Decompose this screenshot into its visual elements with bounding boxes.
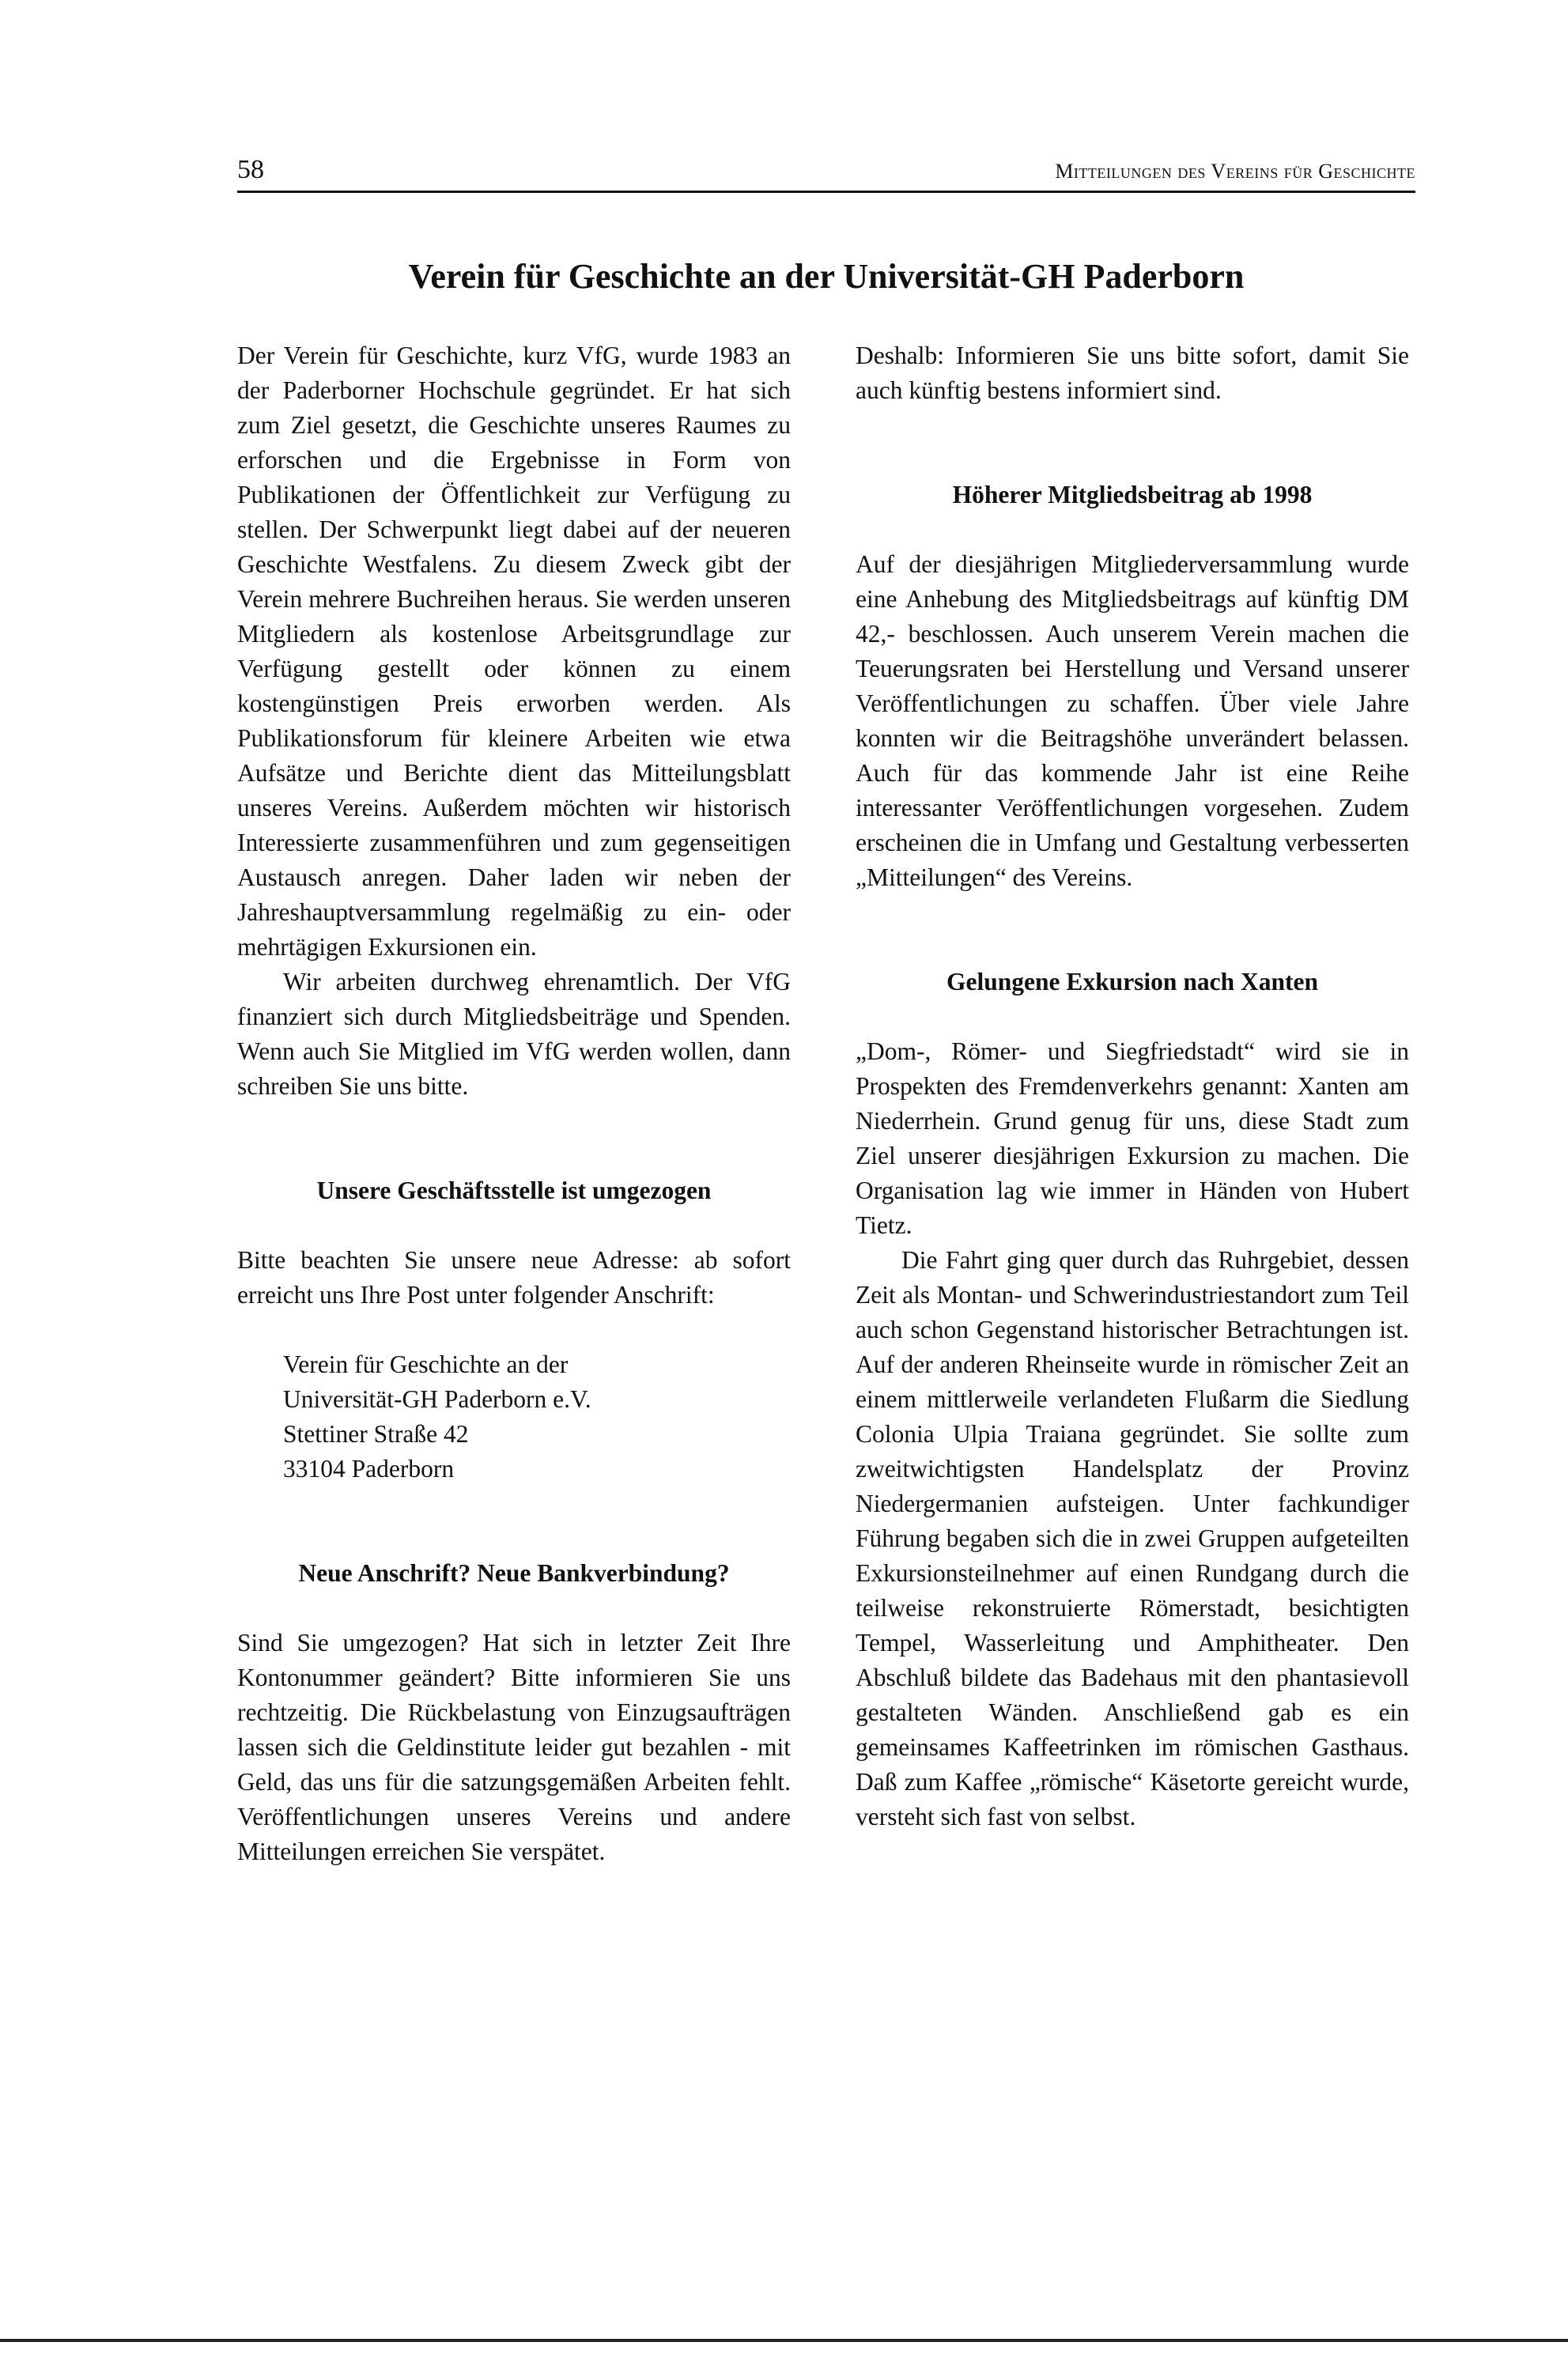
address-line: Stettiner Straße 42 [283,1420,469,1448]
intro-paragraph: Wir arbeiten durchweg ehrenamtlich. Der VfG finanziert sich durch Mitgliedsbeiträge und Spenden. Wenn auch Sie Mitglied im VfG werden wollen, dann schreiben Sie uns bitte. [237,968,791,1100]
fee-section-heading: Höherer Mitgliedsbeitrag ab 1998 [952,481,1313,508]
bank-section-heading: Neue Anschrift? Neue Bankverbindung? [298,1559,730,1587]
page-header [237,154,1415,193]
continuation-paragraph: Deshalb: Informieren Sie uns bitte sofort, damit Sie auch künftig bestens informiert sind. [856,342,1409,404]
address-line: Universität-GH Paderborn e.V. [283,1385,591,1413]
office-section-heading: Unsere Geschäftsstelle ist umgezogen [316,1177,712,1204]
article-title: Verein für Geschichte an der Universität-GH Paderborn [408,257,1245,296]
fee-section-text: Auf der diesjährigen Mitgliederversammlung wurde eine Anhebung des Mitgliedsbeitrags auf künftig DM 42,- beschlossen. Auch unserem Verein machen die Teuerungsraten bei Herstellung und Versand unserer Veröffentlichungen zu schaffen. Über viele Jahre konnten wir die Beitragshöhe unverändert belassen. Auch für das kommende Jahr ist eine Reihe interessanter Veröffentlichungen vorgesehen. Zudem erscheinen die in Umfang und Gestaltung verbesserten „Mitteilungen“ des Vereins. [856,550,1409,891]
address-block [237,1347,791,1486]
excursion-paragraph: Die Fahrt ging quer durch das Ruhrgebiet, dessen Zeit als Montan- und Schwerindustriestandort zum Teil auch schon Gegenstand historischer Betrachtungen ist. Auf der anderen Rheinseite wurde in römischer Zeit an einem mittlerweile verlandeten Flußarm die Siedlung Colonia Ulpia Traiana gegründet. Sie sollte zum zweitwichtigsten Handelsplatz der Provinz Niedergermanien aufsteigen. Unter fachkundiger Führung begaben sich die in zwei Gruppen aufgeteilten Exkursionsteilnehmer auf einen Rundgang durch die teilweise rekonstruierte Römerstadt, besichtigten Tempel, Wasserleitung und Amphitheater. Den Abschluß bildete das Badehaus mit den phantasievoll gestalteten Wänden. Anschließend gab es ein gemeinsames Kaffeetrinken im römischen Gasthaus. Daß zum Kaffee „römische“ Käsetorte gereicht wurde, versteht sich fast von selbst. [856,1246,1409,1830]
intro-paragraph: Der Verein für Geschichte, kurz VfG, wurde 1983 an der Paderborner Hochschule gegründet. Er hat sich zum Ziel gesetzt, die Geschichte unseres Raumes zu erforschen und die Ergebnisse in Form von Publikationen der Öffentlichkeit zur Verfügung zu stellen. Der Schwerpunkt liegt dabei auf der neueren Geschichte Westfalens. Zu diesem Zweck gibt der Verein mehrere Buchreihen heraus. Sie werden unseren Mitgliedern als kostenlose Arbeitsgrundlage zur Verfügung gestellt oder können zu einem kostengünstigen Preis erworben werden. Als Publikationsforum für kleinere Arbeiten wie etwa Aufsätze und Berichte dient das Mitteilungsblatt unseres Vereins. Außerdem möchten wir historisch Interessierte zusammenführen und zum gegenseitigen Austausch anregen. Daher laden wir neben der Jahreshauptversammlung regelmäßig zu ein- oder mehrtägigen Exkursionen ein. [237,342,791,961]
address-line: 33104 Paderborn [283,1455,455,1483]
bottom-rule [0,2339,1568,2342]
excursion-section-heading: Gelungene Exkursion nach Xanten [946,968,1318,995]
left-column [237,338,791,1869]
excursion-paragraph: „Dom-, Römer- und Siegfriedstadt“ wird sie in Prospekten des Fremdenverkehrs genannt: Xanten am Niederrhein. Grund genug für uns, diese Stadt zum Ziel unserer diesjährigen Exkursion zu machen. Die Organisation lag wie immer in Händen von Hubert Tietz. [856,1037,1409,1239]
office-section-text: Bitte beachten Sie unsere neue Adresse: ab sofort erreicht uns Ihre Post unter folgender Anschrift: [237,1246,791,1309]
bank-section-text: Sind Sie umgezogen? Hat sich in letzter Zeit Ihre Kontonummer geändert? Bitte informieren Sie uns rechtzeitig. Die Rückbelastung von Einzugsaufträgen lassen sich die Geldinstitute leider gut bezahlen - mit Geld, das uns für die satzungsgemäßen Arbeiten fehlt. Veröffentlichungen unseres Vereins und andere Mitteilungen erreichen Sie verspätet. [237,1629,791,1865]
page-number: 58 [237,155,264,184]
running-title: Mitteilungen des Vereins für Geschichte [1055,160,1415,183]
address-line: Verein für Geschichte an der [283,1350,569,1378]
right-column [856,338,1409,1834]
